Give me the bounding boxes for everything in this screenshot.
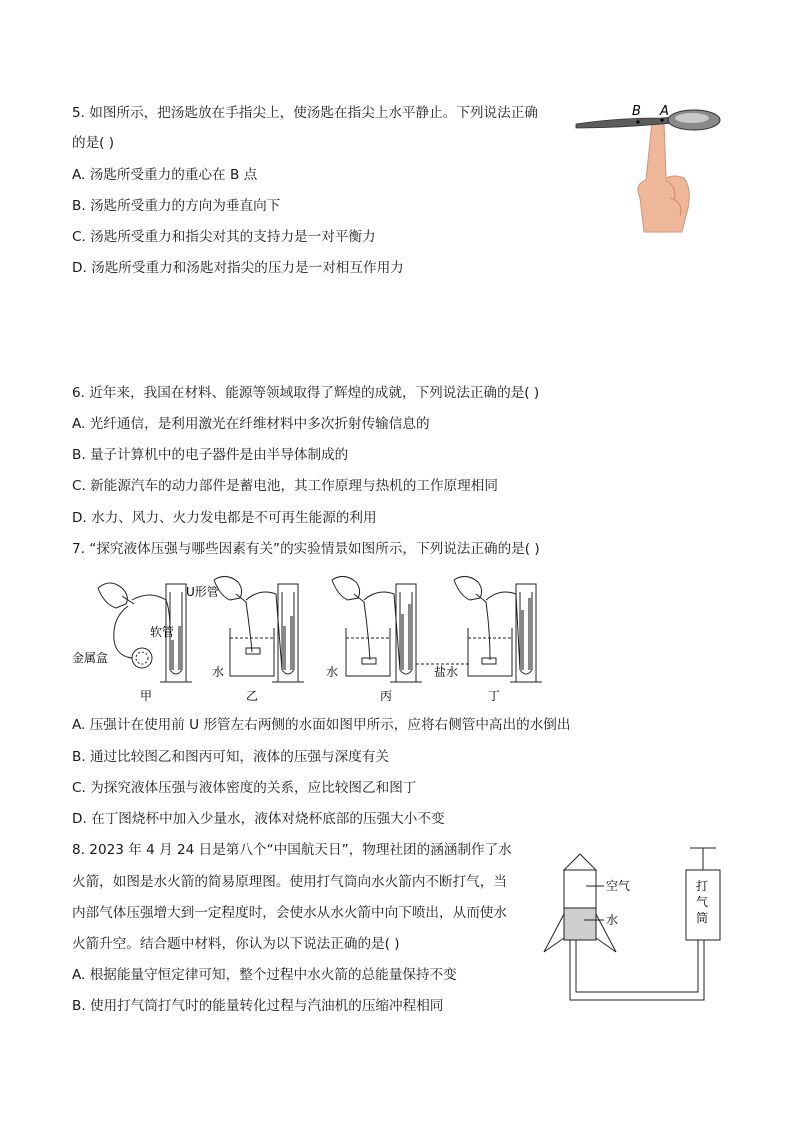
metal-box-label: 金属盒: [72, 651, 109, 665]
q7-option-d: D. 在丁图烧杯中加入少量水，液体对烧杯底部的压强大小不变: [72, 811, 445, 827]
label-b: B: [632, 104, 641, 119]
pump-label: [696, 878, 708, 925]
q8-stem-line-1: 8. 2023 年 4 月 24 日是第八个“中国航天日”，物理社团的涵涵制作了水: [72, 842, 512, 858]
q7-option-a: A. 压强计在使用前 U 形管左右两侧的水面如图甲所示，应将右侧管中高出的水倒出: [72, 717, 571, 733]
q7-option-b: B. 通过比较图乙和图丙可知，液体的压强与深度有关: [72, 749, 390, 765]
water-label-bing: 水: [326, 665, 339, 679]
label-a: A: [660, 104, 669, 119]
air-label: 空气: [606, 879, 631, 893]
q5-option-b: B. 汤匙所受重力的方向为垂直向下: [72, 198, 281, 214]
pump-label-char-1: 打: [696, 879, 709, 893]
q8-stem-line-4: 火箭升空。结合题中材料，你认为以下说法正确的是( ): [72, 936, 400, 952]
rocket-water: [564, 908, 596, 940]
water-label-yi: 水: [212, 665, 225, 679]
q7-option-c: C. 为探究液体压强与液体密度的关系，应比较图乙和图丁: [72, 780, 417, 796]
hand-jia: [98, 583, 127, 608]
label-yi: 乙: [246, 689, 259, 703]
q5-option-a: A. 汤匙所受重力的重心在 B 点: [72, 167, 258, 183]
label-jia: 甲: [140, 689, 153, 703]
q8-option-a: A. 根据能量守恒定律可知，整个过程中水火箭的总能量保持不变: [72, 967, 457, 983]
label-bing: 丙: [380, 689, 393, 703]
q6-stem: 6. 近年来，我国在材料、能源等领域取得了辉煌的成就，下列说法正确的是( ): [72, 385, 540, 401]
finger-shape: [638, 120, 689, 232]
pump-label-char-2: 气: [696, 895, 709, 909]
point-b: [636, 120, 639, 123]
hand-ding: [454, 576, 482, 600]
q7-stem: 7. “探究液体压强与哪些因素有关”的实验情景如图所示，下列说法正确的是( ): [72, 541, 540, 557]
q6-option-d: D. 水力、风力、火力发电都是不可再生能源的利用: [72, 510, 377, 526]
q7-pressure-gauge-figure: [70, 570, 550, 705]
metal-box-jia: [132, 648, 152, 668]
q5-option-d: D. 汤匙所受重力和汤匙对指尖的压力是一对相互作用力: [72, 260, 404, 276]
q8-stem-line-2: 火箭，如图是水火箭的简易原理图。使用打气筒向水火箭内不断打气，当: [72, 874, 507, 890]
q8-option-b: B. 使用打气筒打气时的能量转化过程与汽油机的压缩冲程相同: [72, 998, 444, 1014]
hand-bing: [332, 576, 360, 600]
q8-water-rocket-figure: [538, 842, 728, 1007]
u-tube-label: U形管: [186, 585, 219, 599]
rocket-fin-left: [544, 914, 564, 952]
q8-stem-line-3: 内部气体压强增大到一定程度时，会使水从水火箭中向下喷出，从而使水: [72, 905, 507, 921]
q5-option-c: C. 汤匙所受重力和指尖对其的支持力是一对平衡力: [72, 229, 376, 245]
q6-option-c: C. 新能源汽车的动力部件是蓄电池，其工作原理与热机的工作原理相同: [72, 478, 498, 494]
q5-stem-line-1: 5. 如图所示，把汤匙放在手指尖上，使汤匙在指尖上水平静止。下列说法正确: [72, 105, 538, 121]
label-ding: 丁: [488, 689, 501, 703]
soft-tube-label: 软管: [150, 625, 175, 639]
rocket-nose: [564, 854, 596, 870]
q5-spoon-finger-figure: [574, 98, 724, 238]
water-label: 水: [606, 913, 619, 927]
q5-stem-line-2: 的是( ): [72, 135, 115, 151]
brine-label: 盐水: [434, 665, 459, 679]
q6-option-b: B. 量子计算机中的电子器件是由半导体制成的: [72, 447, 349, 463]
pump-label-char-3: 筒: [696, 911, 709, 925]
q6-option-a: A. 光纤通信，是利用激光在纤维材料中多次折射传输信息的: [72, 416, 430, 432]
